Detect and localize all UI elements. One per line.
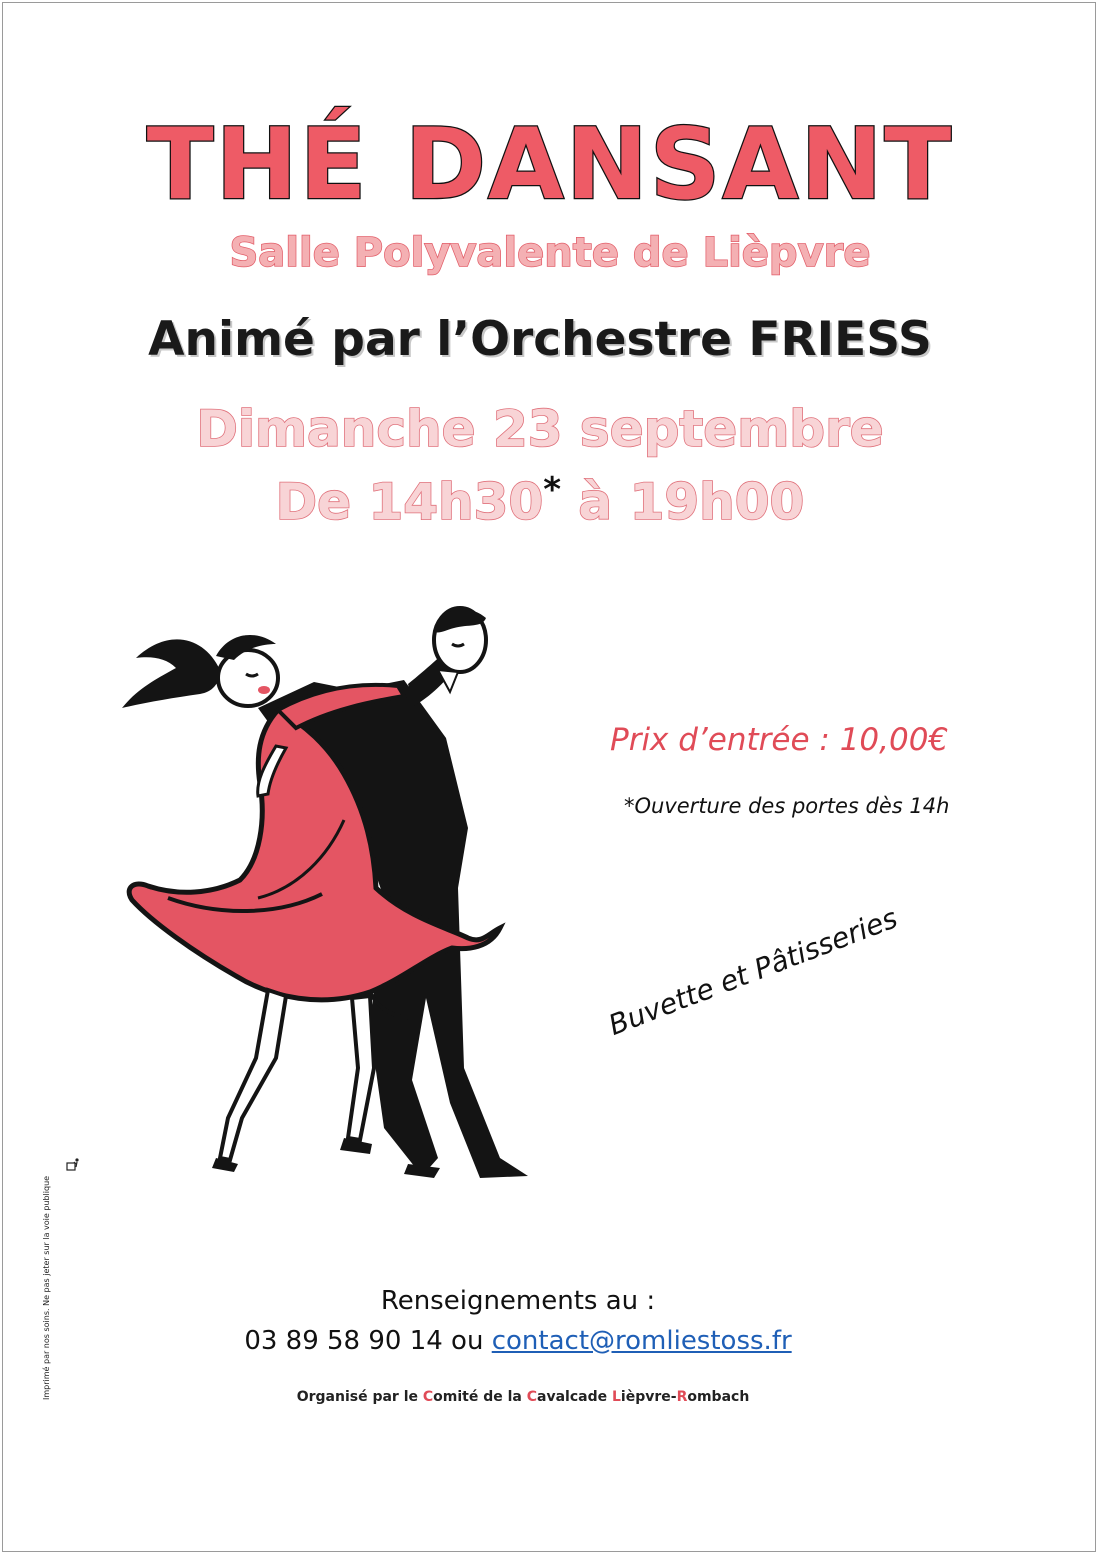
organiser-prefix: Organisé par le	[296, 1389, 423, 1405]
opening-note: *Ouverture des portes dès 14h	[624, 794, 950, 818]
orchestra-line: Animé par l’Orchestre FRIESS	[148, 312, 932, 367]
dancing-couple-illustration	[108, 598, 548, 1183]
tidyman-icon	[66, 1157, 80, 1171]
contact-line	[0, 1326, 1036, 1356]
event-date: Dimanche 23 septembre	[196, 400, 884, 458]
contact-phone: 03 89 58 90 14	[244, 1326, 443, 1356]
organiser-text: ombach	[687, 1389, 750, 1405]
organiser-initial: C	[422, 1389, 434, 1405]
contact-label: Renseignements au :	[380, 1286, 656, 1316]
venue-name: Salle Polyvalente de Lièpvre	[229, 230, 871, 276]
poster-title: THÉ DANSANT	[146, 108, 954, 222]
organiser-text: ièpvre-	[620, 1389, 677, 1405]
organiser-line	[0, 1389, 1046, 1405]
organiser-initial: R	[676, 1389, 688, 1405]
organiser-text: avalcade	[537, 1389, 612, 1405]
time-asterisk: *	[543, 470, 562, 510]
organiser-initial: C	[526, 1389, 538, 1405]
refreshments-text: Buvette et Pâtisseries	[604, 901, 902, 1042]
entry-price: Prix d’entrée : 10,00€	[610, 722, 949, 758]
organiser-text: omité de la	[433, 1389, 527, 1405]
organiser-initial: L	[611, 1389, 621, 1405]
contact-connector: ou	[442, 1326, 492, 1356]
time-end: à 19h00	[561, 473, 805, 531]
time-start: De 14h30	[275, 473, 544, 531]
print-notice: Imprimé par nos soins. Ne pas jeter sur la voie publique	[42, 1175, 51, 1400]
contact-email-link[interactable]: contact@romliestoss.fr	[491, 1326, 792, 1356]
event-time	[0, 470, 1080, 531]
